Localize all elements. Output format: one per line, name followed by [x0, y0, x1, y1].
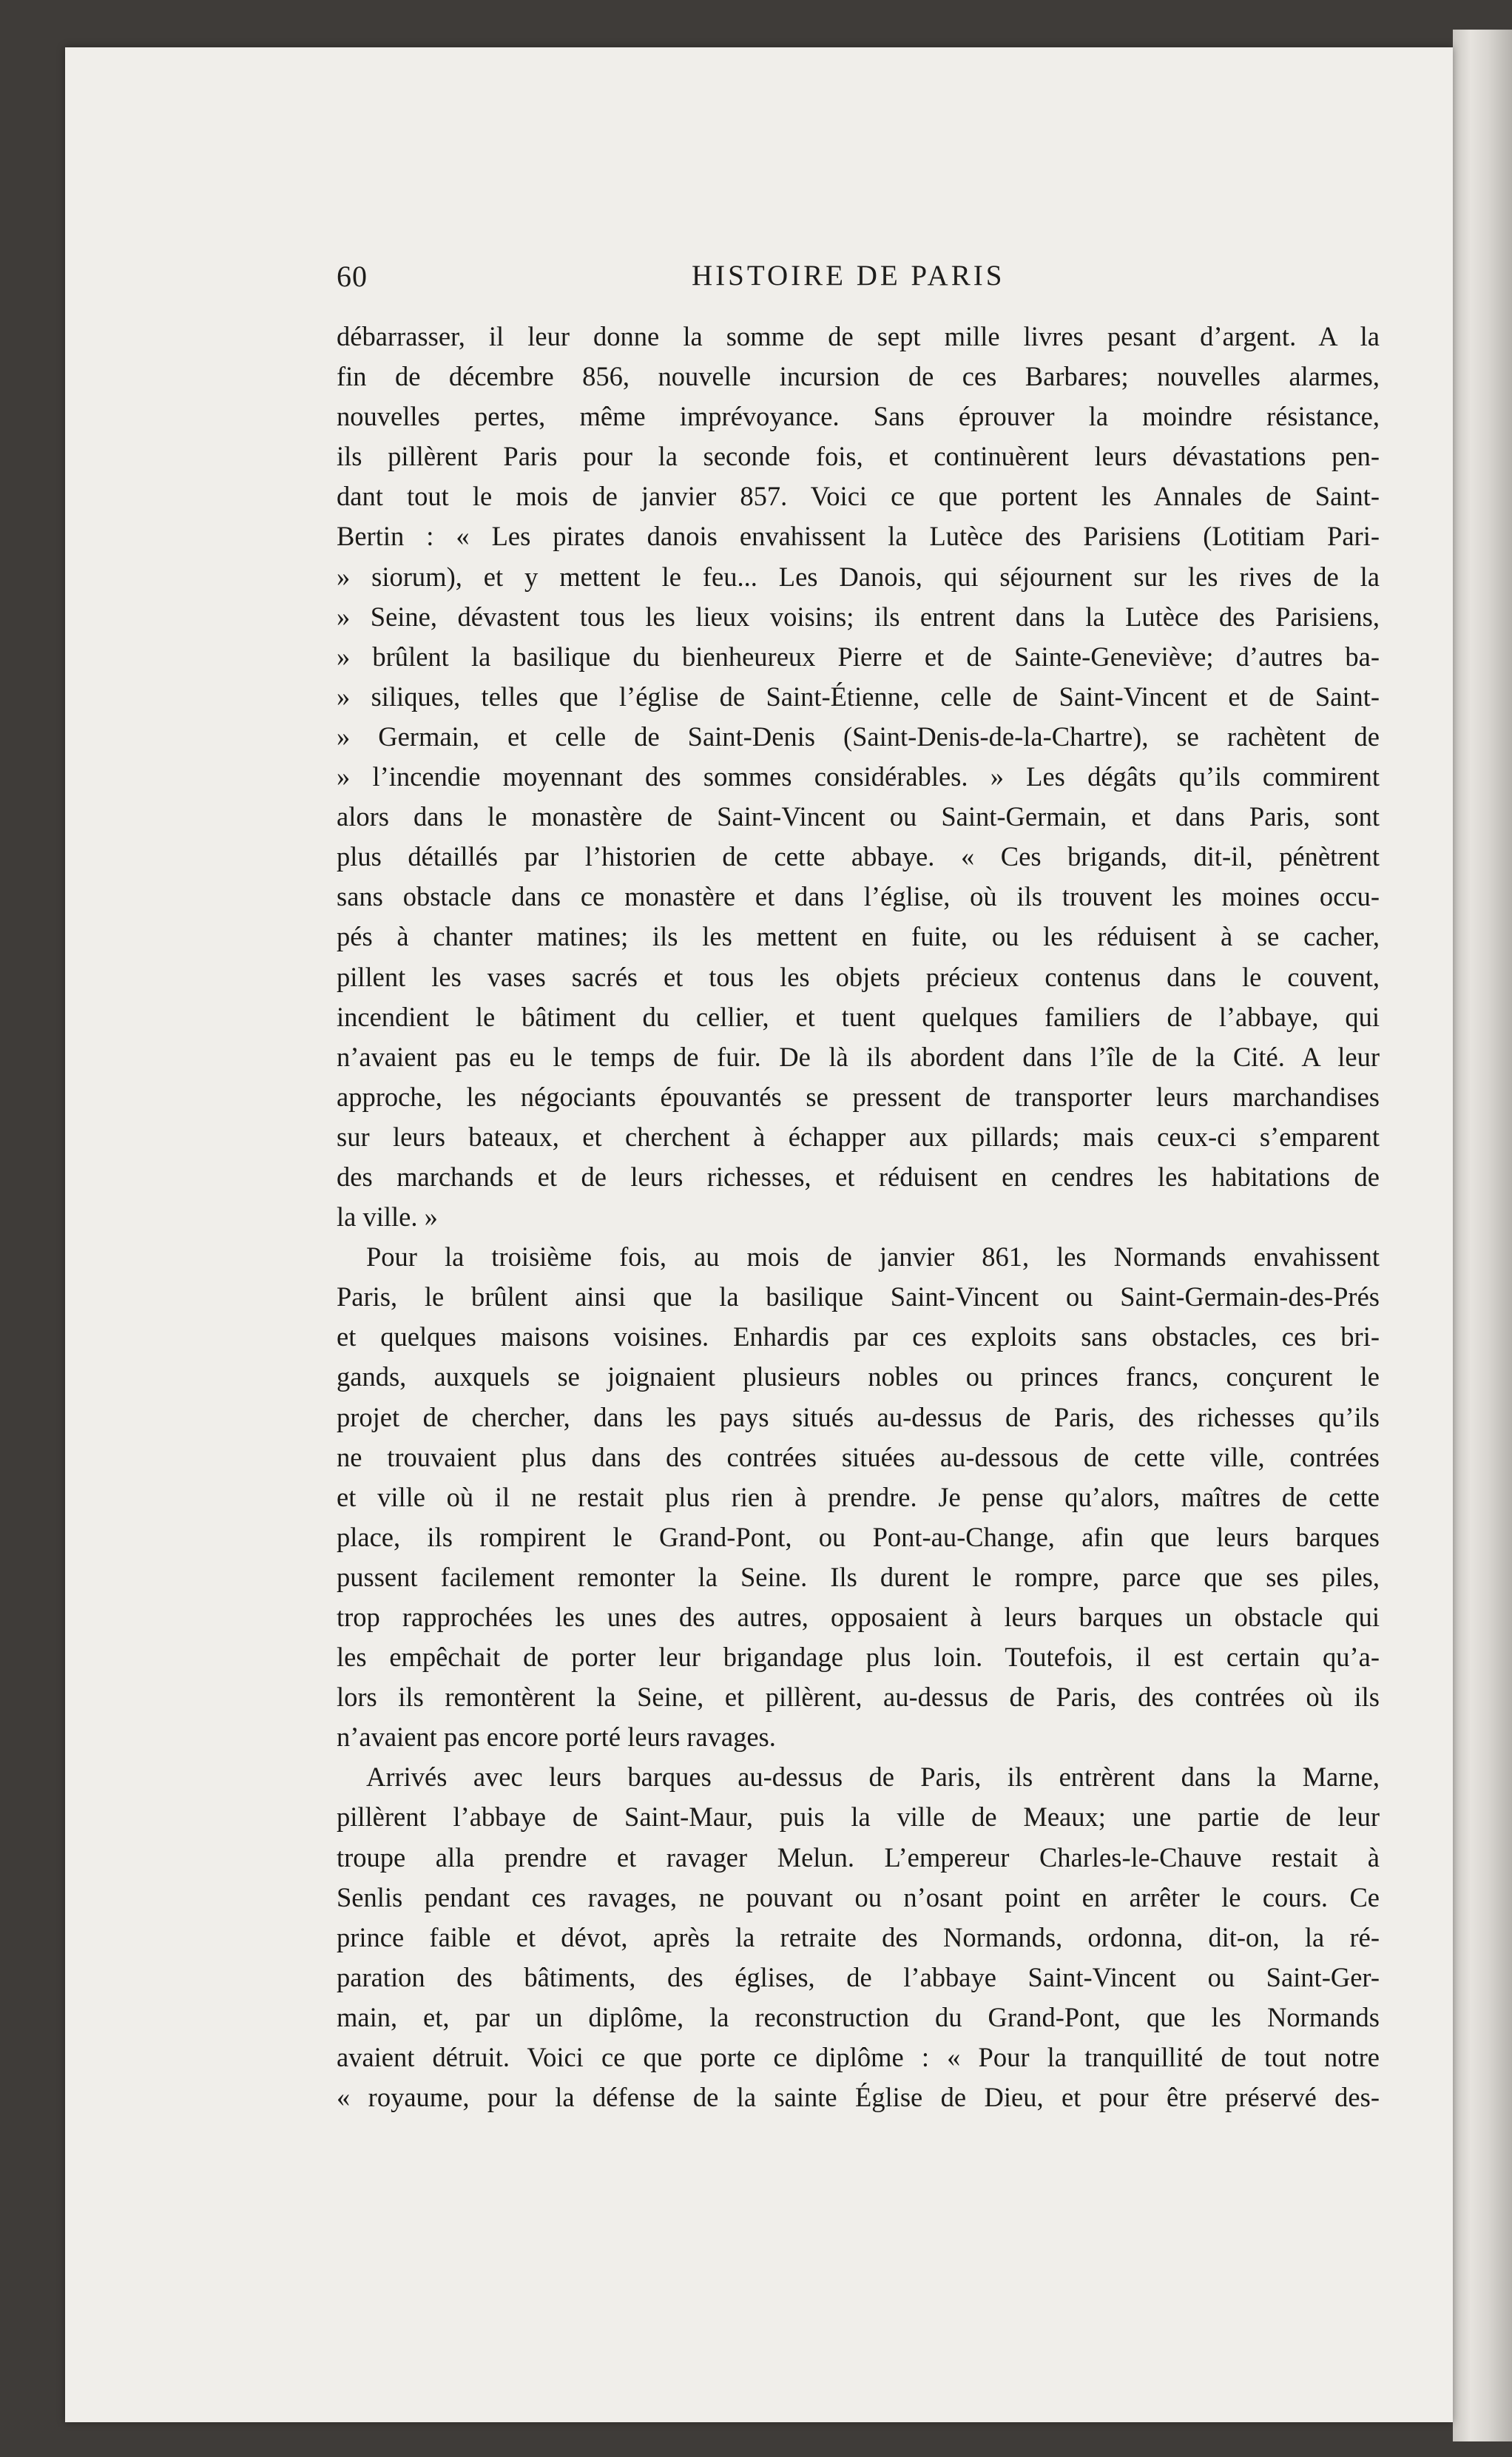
text-line: » Seine, dévastent tous les lieux voisins; ils entrent dans la Lutèce des Parisiens, [337, 601, 1380, 632]
text-line: pillèrent l’abbaye de Saint-Maur, puis la ville de Meaux; une partie de leur [337, 1802, 1380, 1833]
page-header [337, 259, 1380, 303]
text-line: « royaume, pour la défense de la sainte Église de Dieu, et pour être préservé des- [337, 2082, 1380, 2113]
text-line: nouvelles pertes, même imprévoyance. Sans éprouver la moindre résistance, [337, 401, 1380, 432]
text-line: approche, les négociants épouvantés se pressent de transporter leurs marchandises [337, 1081, 1380, 1112]
text-line: Senlis pendant ces ravages, ne pouvant ou n’osant point en arrêter le cours. Ce [337, 1881, 1380, 1912]
text-line: » brûlent la basilique du bienheureux Pierre et de Sainte-Geneviève; d’autres ba- [337, 641, 1380, 672]
text-line: Paris, le brûlent ainsi que la basilique Saint-Vincent ou Saint-Germain-des-Prés [337, 1281, 1380, 1312]
text-line: Bertin : « Les pirates danois envahissent la Lutèce des Parisiens (Lotitiam Pari- [337, 521, 1380, 552]
text-line: ne trouvaient plus dans des contrées situées au-dessous de cette ville, contrées [337, 1441, 1380, 1472]
text-line: lors ils remontèrent la Seine, et pillèrent, au-dessus de Paris, des contrées où ils [337, 1682, 1380, 1713]
text-line: sur leurs bateaux, et cherchent à échapper aux pillards; mais ceux-ci s’emparent [337, 1121, 1380, 1152]
text-line: prince faible et dévot, après la retraite des Normands, ordonna, dit-on, la ré- [337, 1921, 1380, 1952]
text-line: main, et, par un diplôme, la reconstruction du Grand-Pont, que les Normands [337, 2001, 1380, 2032]
text-line: des marchands et de leurs richesses, et réduisent en cendres les habitations de [337, 1161, 1380, 1192]
text-line: » siorum), et y mettent le feu... Les Danois, qui séjournent sur les rives de la [337, 561, 1380, 592]
paragraph-end-line: la ville. » [337, 1201, 438, 1233]
text-line: » siliques, telles que l’église de Saint-Étienne, celle de Saint-Vincent et de Saint- [337, 681, 1380, 712]
text-line: plus détaillés par l’historien de cette abbaye. « Ces brigands, dit-il, pénètrent [337, 841, 1380, 872]
text-line: paration des bâtiments, des églises, de l’abbaye Saint-Vincent ou Saint-Ger- [337, 1961, 1380, 1992]
text-line: sans obstacle dans ce monastère et dans l’église, où ils trouvent les moines occu- [337, 881, 1380, 912]
text-line: pés à chanter matines; ils les mettent en fuite, ou les réduisent à se cacher, [337, 921, 1380, 952]
text-line: et quelques maisons voisines. Enhardis par ces exploits sans obstacles, ces bri- [337, 1321, 1380, 1352]
text-line: trop rapprochées les unes des autres, opposaient à leurs barques un obstacle qui [337, 1602, 1380, 1632]
text-line: dant tout le mois de janvier 857. Voici ce que portent les Annales de Saint- [337, 481, 1380, 512]
body-text [337, 317, 1380, 2117]
text-line: ils pillèrent Paris pour la seconde fois, et continuèrent leurs dévastations pen- [337, 441, 1380, 472]
text-line: pillent les vases sacrés et tous les objets précieux contenus dans le couvent, [337, 961, 1380, 992]
text-line: incendient le bâtiment du cellier, et tuent quelques familiers de l’abbaye, qui [337, 1001, 1380, 1032]
text-line: pussent facilement remonter la Seine. Ils durent le rompre, parce que ses piles, [337, 1561, 1380, 1592]
text-line: » l’incendie moyennant des sommes considérables. » Les dégâts qu’ils commirent [337, 761, 1380, 792]
text-line: gands, auxquels se joignaient plusieurs nobles ou princes francs, conçurent le [337, 1361, 1380, 1392]
adjacent-page-edge [1453, 30, 1512, 2441]
running-title: HISTOIRE DE PARIS [692, 260, 1005, 291]
text-line: avaient détruit. Voici ce que porte ce diplôme : « Pour la tranquillité de tout notre [337, 2042, 1380, 2073]
text-line: troupe alla prendre et ravager Melun. L’empereur Charles-le-Chauve restait à [337, 1841, 1380, 1873]
paragraph-first-line: Pour la troisième fois, au mois de janvier 861, les Normands envahissent [366, 1241, 1380, 1273]
paragraph-end-line: n’avaient pas encore porté leurs ravages. [337, 1722, 776, 1753]
paragraph-first-line: Arrivés avec leurs barques au-dessus de Paris, ils entrèrent dans la Marne, [366, 1762, 1380, 1793]
text-line: n’avaient pas eu le temps de fuir. De là ils abordent dans l’île de la Cité. A leur [337, 1041, 1380, 1072]
text-line: alors dans le monastère de Saint-Vincent ou Saint-Germain, et dans Paris, sont [337, 801, 1380, 832]
page-number: 60 [337, 260, 368, 293]
text-line: et ville où il ne restait plus rien à prendre. Je pense qu’alors, maîtres de cette [337, 1481, 1380, 1512]
text-line: projet de chercher, dans les pays situés au-dessus de Paris, des richesses qu’ils [337, 1401, 1380, 1432]
text-line: débarrasser, il leur donne la somme de sept mille livres pesant d’argent. A la [337, 321, 1380, 351]
text-line: » Germain, et celle de Saint-Denis (Saint-Denis-de-la-Chartre), se rachètent de [337, 721, 1380, 752]
text-line: fin de décembre 856, nouvelle incursion de ces Barbares; nouvelles alarmes, [337, 361, 1380, 392]
text-line: place, ils rompirent le Grand-Pont, ou Pont-au-Change, afin que leurs barques [337, 1521, 1380, 1552]
text-line: les empêchait de porter leur brigandage plus loin. Toutefois, il est certain qu’a- [337, 1642, 1380, 1673]
